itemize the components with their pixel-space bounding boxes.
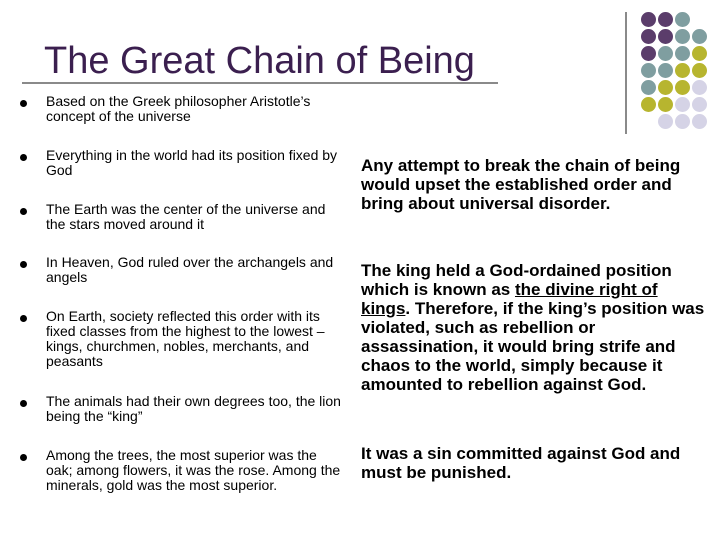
decorative-dot (692, 114, 707, 129)
decorative-dot (675, 97, 690, 112)
slide-title: The Great Chain of Being (44, 40, 475, 82)
decorative-dot (692, 97, 707, 112)
sin-paragraph: It was a sin committed against God and must be punished. (361, 444, 681, 482)
decorative-dot (658, 114, 673, 129)
bullet-icon (20, 261, 27, 268)
vertical-divider (625, 12, 627, 134)
bullet-text: Everything in the world had its position fixed by God (46, 147, 338, 178)
decorative-dot-grid (641, 12, 720, 122)
decorative-dot (675, 12, 690, 27)
bullet-text: In Heaven, God ruled over the archangels and angels (46, 254, 334, 285)
decorative-dot (641, 29, 656, 44)
divine-right-text-end: . Therefore, if the king’s position was violated, such as rebellion or assassination, it would bring strife and chaos to the world, simply because it amounted to rebellion against God. (361, 299, 705, 394)
decorative-dot (658, 29, 673, 44)
divine-right-text-start: The king held a God-ordained position which is known as (361, 261, 672, 299)
decorative-dot (675, 63, 690, 78)
decorative-dot (692, 80, 707, 95)
bullet-icon (20, 315, 27, 322)
decorative-dot (641, 46, 656, 61)
bullet-text: The animals had their own degrees too, the lion being the “king” (46, 393, 341, 424)
bullet-text: Among the trees, the most superior was the oak; among flowers, it was the rose. Among the minerals, gold was the most superior. (46, 447, 341, 493)
bullet-icon (20, 400, 27, 407)
bullet-icon (20, 454, 27, 461)
decorative-dot (658, 97, 673, 112)
decorative-dot (692, 29, 707, 44)
decorative-dot (675, 29, 690, 44)
bullet-text: On Earth, society reflected this order with its fixed classes from the highest to the lowest – kings, churchmen, nobles, merchants, and peasants (46, 308, 325, 369)
decorative-dot (675, 80, 690, 95)
decorative-dot (692, 63, 707, 78)
bullet-icon (20, 154, 27, 161)
decorative-dot (658, 46, 673, 61)
bullet-text: The Earth was the center of the universe and the stars moved around it (46, 201, 326, 232)
decorative-dot (641, 63, 656, 78)
decorative-dot (675, 46, 690, 61)
decorative-dot (658, 12, 673, 27)
bullet-icon (20, 100, 27, 107)
divine-right-paragraph (361, 261, 706, 394)
decorative-dot (641, 97, 656, 112)
chain-break-paragraph: Any attempt to break the chain of being would upset the established order and bring about universal disorder. (361, 156, 681, 213)
decorative-dot (641, 12, 656, 27)
decorative-dot (675, 114, 690, 129)
horizontal-divider (22, 82, 498, 84)
bullet-text: Based on the Greek philosopher Aristotle’s concept of the universe (46, 93, 311, 124)
decorative-dot (641, 80, 656, 95)
bullet-icon (20, 208, 27, 215)
decorative-dot (658, 80, 673, 95)
decorative-dot (658, 63, 673, 78)
decorative-dot (692, 46, 707, 61)
divine-right-term: the divine right of kings (361, 280, 658, 318)
